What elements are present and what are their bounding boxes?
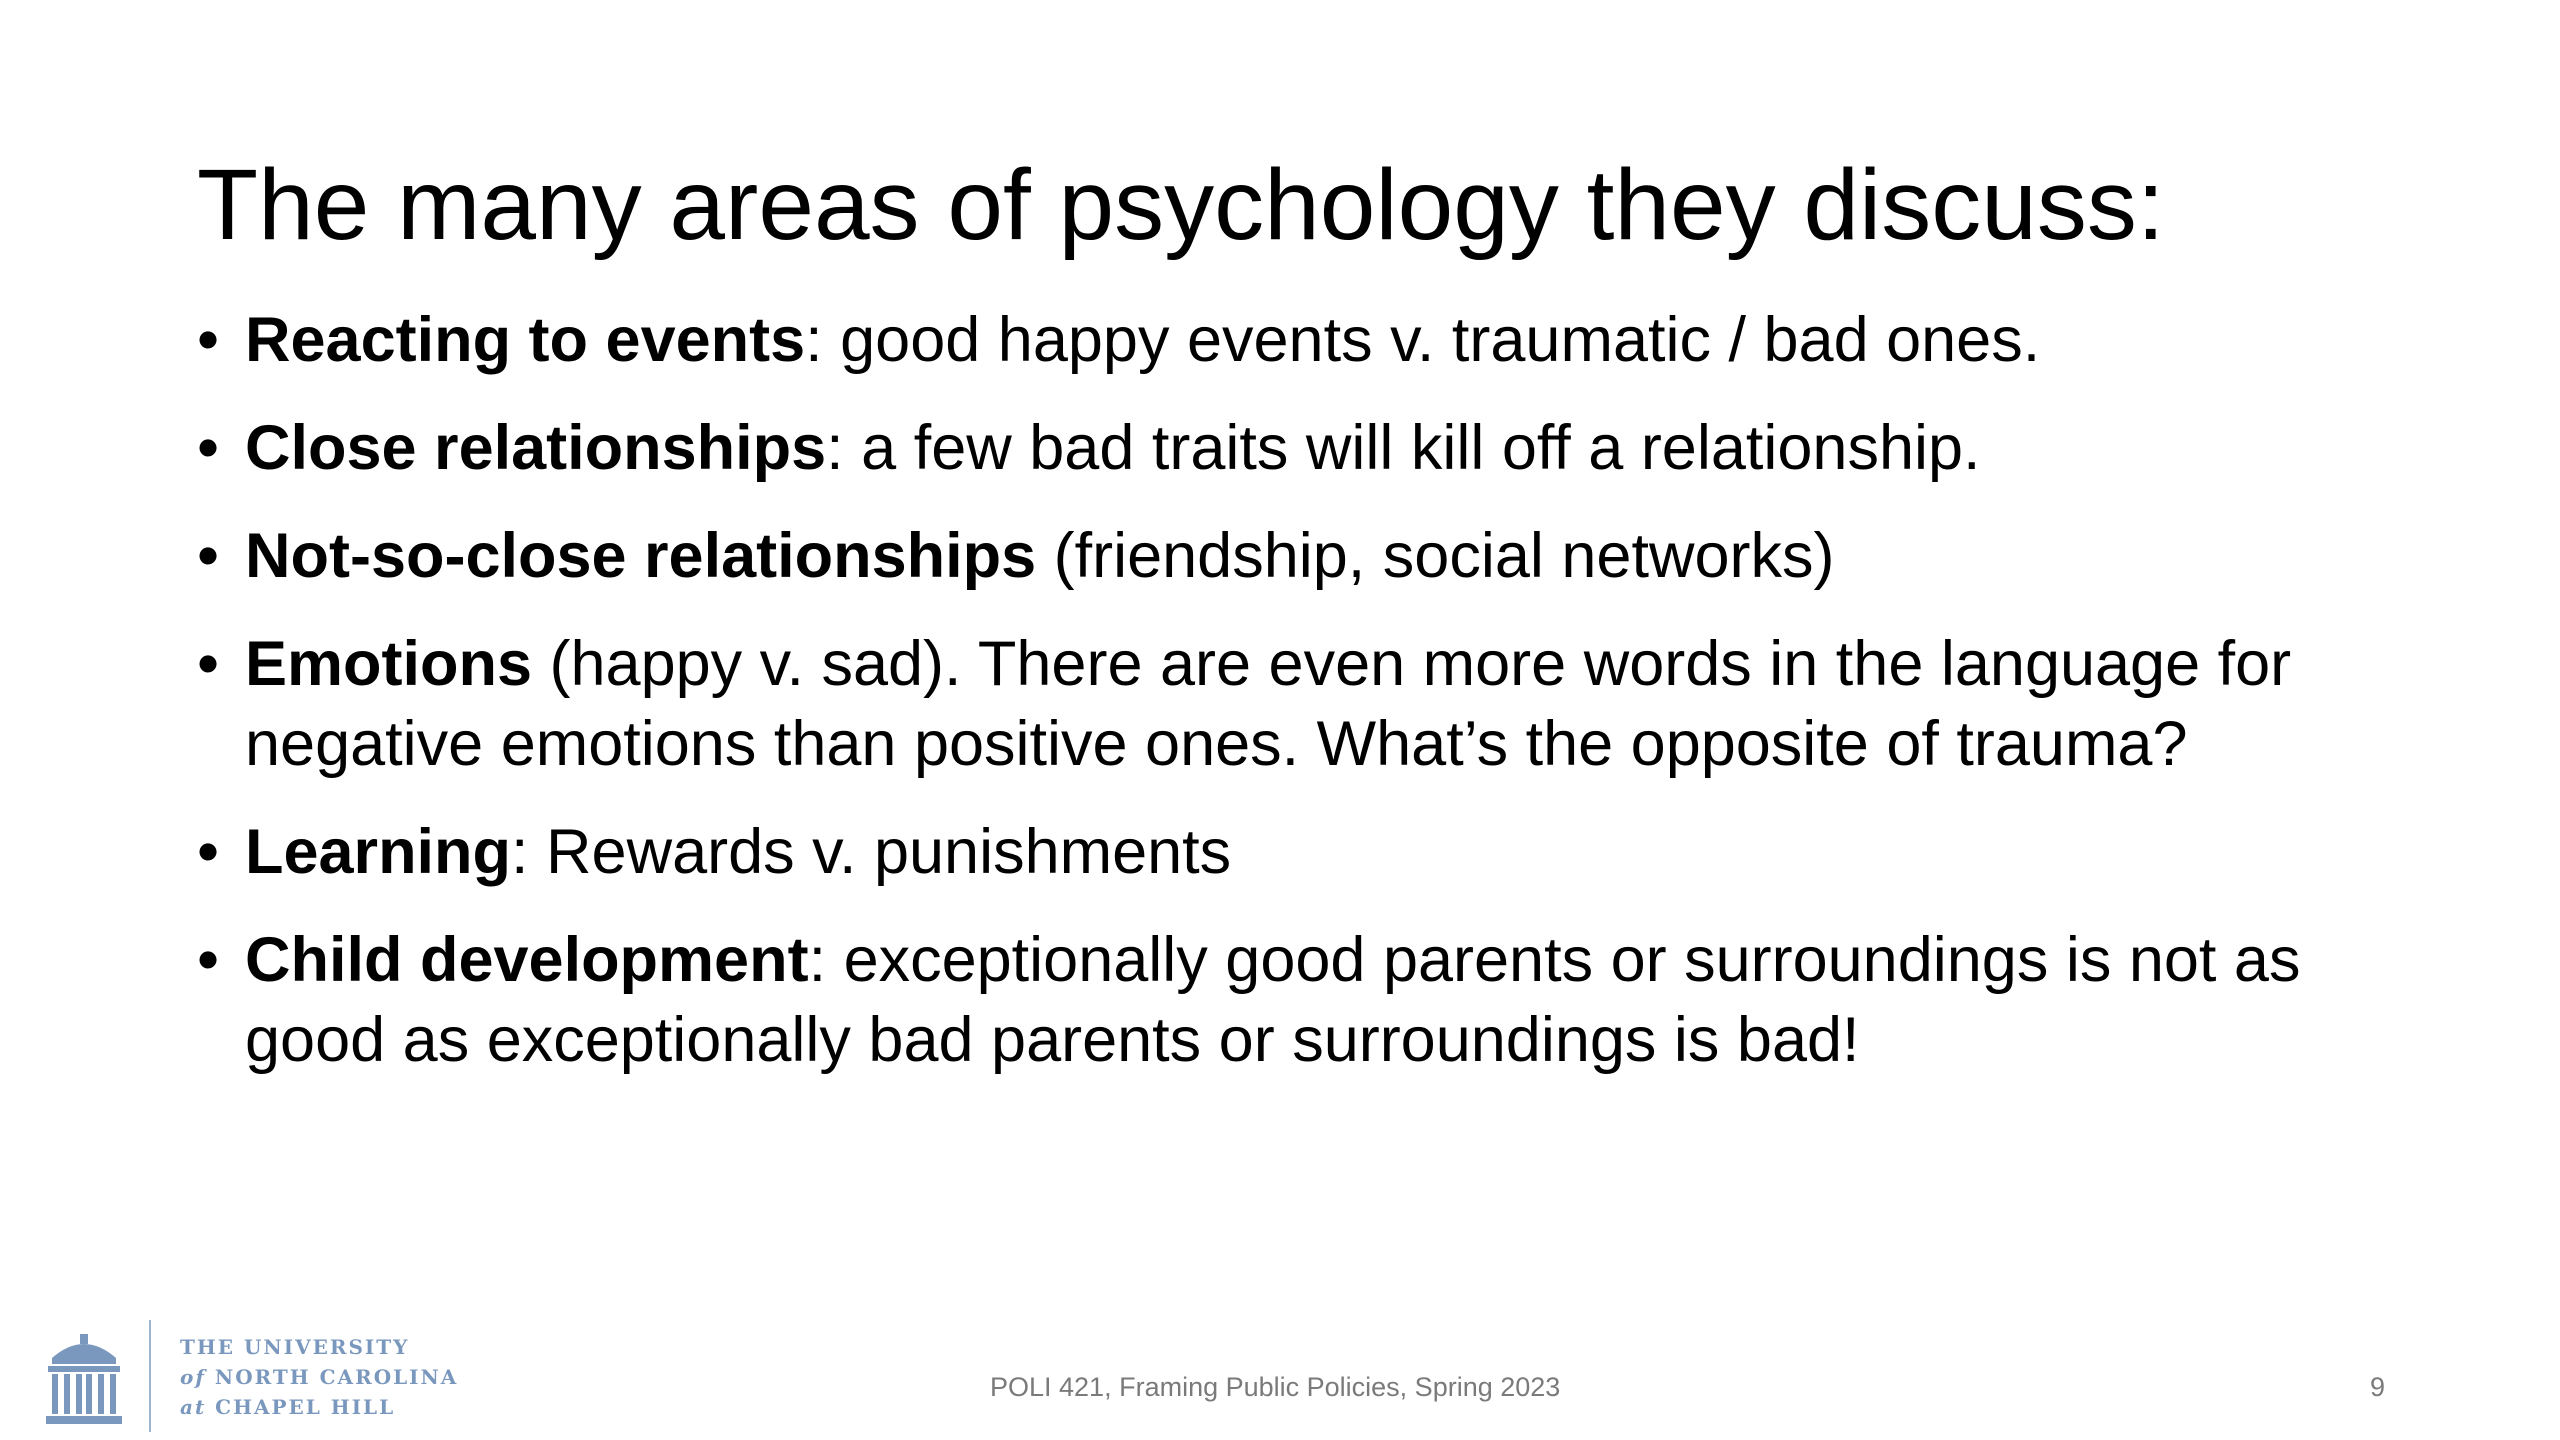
logo-line-1: THE UNIVERSITY (180, 1335, 410, 1359)
logo-wordmark (180, 1332, 458, 1422)
logo-line-2 (180, 1362, 458, 1392)
bullet-item (197, 300, 2417, 380)
bullet-term: Learning (245, 817, 512, 887)
bullet-item (197, 812, 2417, 892)
university-logo (42, 1320, 462, 1440)
bullet-term: Close relationships (245, 413, 827, 483)
logo-line-2-prefix: of (180, 1365, 206, 1389)
bullet-glyph: • (197, 305, 220, 375)
bullet-glyph: • (197, 413, 220, 483)
logo-divider (149, 1320, 151, 1432)
bullet-term: Emotions (245, 629, 533, 699)
logo-line-3-text: CHAPEL HILL (206, 1395, 396, 1419)
bullet-term: Child development (245, 925, 809, 995)
bullet-glyph: • (197, 521, 220, 591)
bullet-text: : a few bad traits will kill off a relationship. (826, 413, 1981, 483)
footer-text: POLI 421, Framing Public Policies, Spring 2023 (990, 1372, 1561, 1402)
bullet-glyph: • (197, 629, 220, 699)
bullet-text: : Rewards v. punishments (511, 817, 1232, 887)
bullet-glyph: • (197, 925, 220, 995)
bullet-term: Reacting to events (245, 305, 806, 375)
bullet-text: : exceptionally good parents or surroundings is not as good as exceptionally bad parents or surroundings is bad! (245, 925, 2301, 1075)
bullet-glyph: • (197, 817, 220, 887)
slide-title: The many areas of psychology they discuss: (197, 149, 2165, 261)
page-number: 9 (2370, 1372, 2386, 1402)
bullet-text: (friendship, social networks) (1036, 521, 1835, 591)
old-well-icon (42, 1328, 126, 1428)
bullet-term: Not-so-close relationships (245, 521, 1037, 591)
logo-line-3 (180, 1392, 458, 1422)
bullet-text: (happy v. sad). There are even more words in the language for negative emotions than positive ones. What’s the opposite of trauma? (245, 629, 2292, 779)
bullet-item (197, 516, 2417, 596)
bullet-item (197, 408, 2417, 488)
logo-line-3-prefix: at (180, 1395, 207, 1419)
bullet-text: : good happy events v. traumatic / bad ones. (805, 305, 2041, 375)
bullet-item (197, 624, 2417, 784)
bullet-item (197, 920, 2417, 1080)
bullet-list (197, 300, 2417, 1108)
logo-line-2-text: NORTH CAROLINA (205, 1365, 459, 1389)
